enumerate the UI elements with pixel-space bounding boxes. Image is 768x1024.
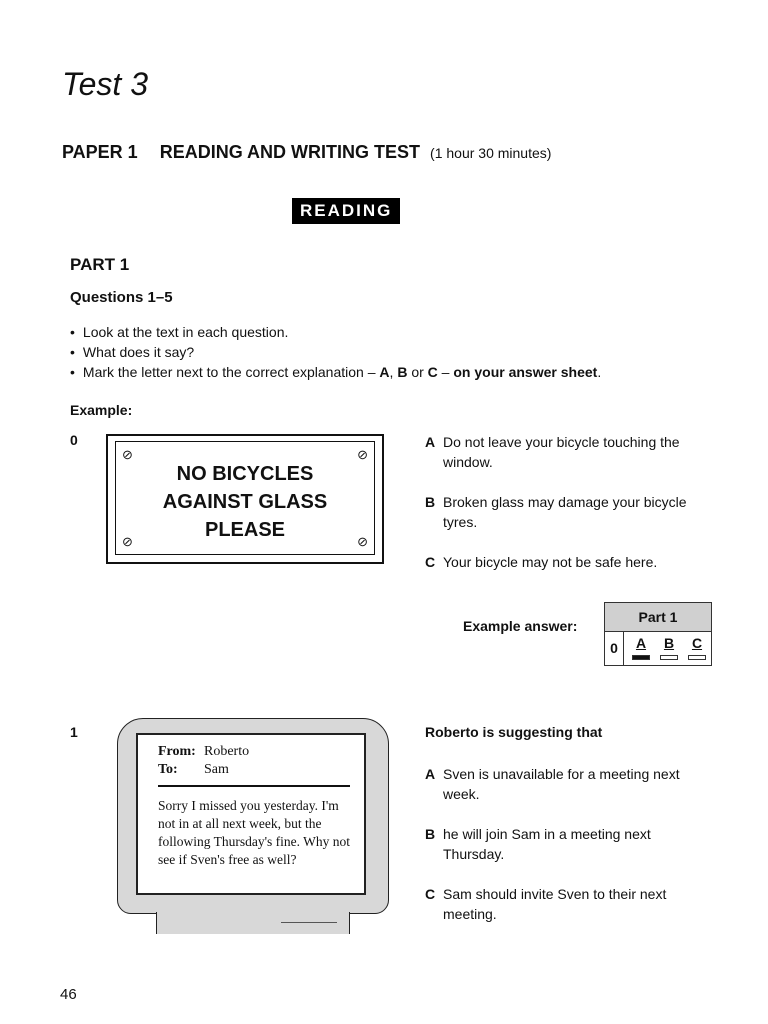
question-option-b: B he will join Sam in a meeting next Thursday. <box>425 826 651 862</box>
instruction-item: • What does it say? <box>70 342 601 362</box>
screw-icon: ⊘ <box>357 447 368 462</box>
answer-mark-b <box>660 655 678 660</box>
screw-icon: ⊘ <box>122 534 133 549</box>
email-header <box>158 743 249 779</box>
sign-line: PLEASE <box>204 519 286 541</box>
computer-monitor <box>117 718 389 914</box>
sign <box>106 434 384 564</box>
example-label: Example: <box>70 402 133 418</box>
email-from: Roberto <box>204 744 250 759</box>
page-number: 46 <box>60 986 77 1003</box>
question-stem: Roberto is suggesting that <box>425 724 603 740</box>
example-answer-label: Example answer: <box>463 618 578 634</box>
screw-icon: ⊘ <box>122 447 133 462</box>
sign-text <box>116 460 374 544</box>
answer-marks <box>627 655 711 660</box>
screw-icon: ⊘ <box>357 534 368 549</box>
email-to: Sam <box>204 762 229 777</box>
answer-mark-c <box>688 655 706 660</box>
email-to-label: To: <box>158 762 178 777</box>
example-option-c: C Your bicycle may not be safe here. <box>425 554 658 570</box>
part-title: PART 1 <box>70 255 130 274</box>
question-number: 1 <box>70 724 78 740</box>
test-title: Test 3 <box>62 66 148 102</box>
questions-range: Questions 1–5 <box>70 289 173 306</box>
question-option-a: A Sven is unavailable for a meeting next week. <box>425 766 680 802</box>
answer-letter-b: B <box>663 635 675 651</box>
answer-box-header: Part 1 <box>605 603 711 632</box>
sign-line: AGAINST GLASS <box>162 491 328 513</box>
paper-number: PAPER 1 <box>62 142 138 162</box>
answer-row-number: 0 <box>605 631 624 665</box>
paper-heading <box>62 142 551 163</box>
section-title: READING AND WRITING TEST <box>159 142 421 162</box>
email-body: Sorry I missed you yesterday. I'm not in at all next week, but the following Thursday's fine. Why not see if Sven's free as well? <box>158 798 351 867</box>
example-option-a: A Do not leave your bicycle touching the window. <box>425 434 680 470</box>
answer-mark-a <box>632 655 650 660</box>
reading-badge: READING <box>292 198 400 224</box>
sign-line: NO BICYCLES <box>176 463 314 485</box>
answer-letter-a: A <box>635 635 647 651</box>
answer-box <box>604 602 712 666</box>
question-option-c: C Sam should invite Sven to their next meeting. <box>425 886 667 922</box>
duration: (1 hour 30 minutes) <box>430 145 552 161</box>
email-screen <box>136 733 366 895</box>
monitor-stand <box>156 912 350 934</box>
instruction-list <box>70 322 601 382</box>
email-divider <box>158 785 350 787</box>
instruction-item: • Look at the text in each question. <box>70 322 601 342</box>
instruction-item: • Mark the letter next to the correct explanation – A, B or C – on your answer sheet. <box>70 362 601 382</box>
answer-letter-c: C <box>691 635 703 651</box>
email-from-label: From: <box>158 744 196 759</box>
example-option-b: B Broken glass may damage your bicycle tyres. <box>425 494 687 530</box>
stand-slot <box>281 922 337 923</box>
answer-letters <box>627 635 711 651</box>
example-number: 0 <box>70 432 78 448</box>
sign-frame <box>115 441 375 555</box>
